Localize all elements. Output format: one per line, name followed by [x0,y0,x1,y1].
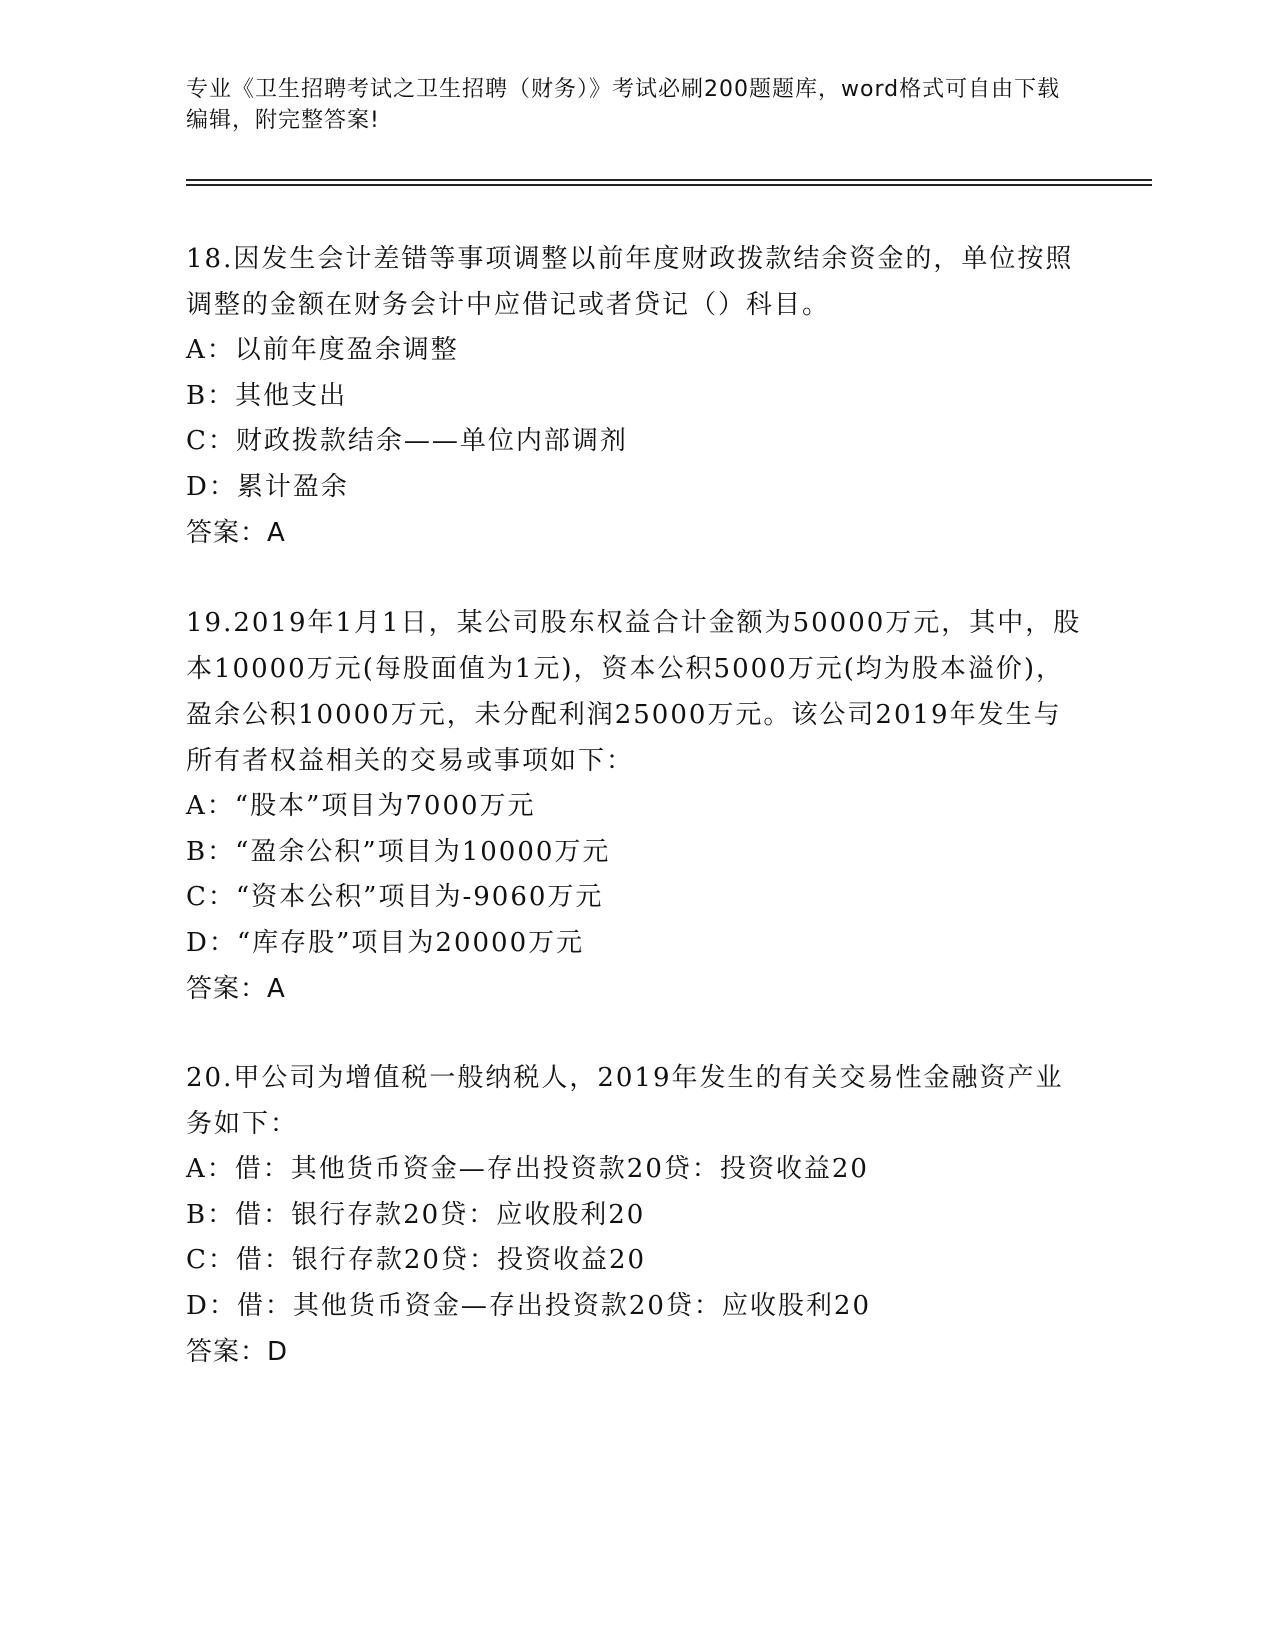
option-a: A：以前年度盈余调整 [186,335,459,365]
option-a: A：借：其他货币资金—存出投资款20贷：投资收益20 [186,1154,869,1184]
answer-label: 答案：A [186,518,286,548]
question-stem: 20.甲公司为增值税一般纳税人，2019年发生的有关交易性金融资产业务如下： [186,1063,1064,1139]
header-rule-top [186,179,1152,181]
option-c: C：“资本公积”项目为-9060万元 [186,882,604,912]
option-d: D：借：其他货币资金—存出投资款20贷：应收股利20 [186,1290,872,1321]
document-header: 专业《卫生招聘考试之卫生招聘（财务）》考试必刷200题题库，word格式可自由下载编辑，附完整答案! [186,77,1061,133]
question-stem: 19.2019年1月1日，某公司股东权益合计金额为50000万元，其中，股本10000万元(每股面值为1元)，资本公积5000万元(均为股本溢价)，盈余公积10000万元，未分配利润25000万元。该公司2019年发生与所有者权益相关的交易或事项如下： [186,608,1082,776]
question-18 [186,236,1086,556]
question-19 [186,600,1086,1012]
answer-label: 答案：D [186,1337,289,1367]
option-b: B：其他支出 [186,380,348,411]
question-20 [186,1055,1086,1375]
question-stem: 18.因发生会计差错等事项调整以前年度财政拨款结余资金的，单位按照调整的金额在财务会计中应借记或者贷记（）科目。 [186,244,1074,320]
option-a: A：“股本”项目为7000万元 [186,791,536,821]
option-d: D：“库存股”项目为20000万元 [186,927,585,958]
option-c: C：财政拨款结余——单位内部调剂 [186,426,628,456]
header-rule-bottom [186,184,1152,186]
answer-label: 答案：A [186,974,286,1004]
option-b: B：“盈余公积”项目为10000万元 [186,836,611,867]
option-d: D：累计盈余 [186,471,349,502]
option-b: B：借：银行存款20贷：应收股利20 [186,1199,646,1230]
option-c: C：借：银行存款20贷：投资收益20 [186,1245,647,1275]
